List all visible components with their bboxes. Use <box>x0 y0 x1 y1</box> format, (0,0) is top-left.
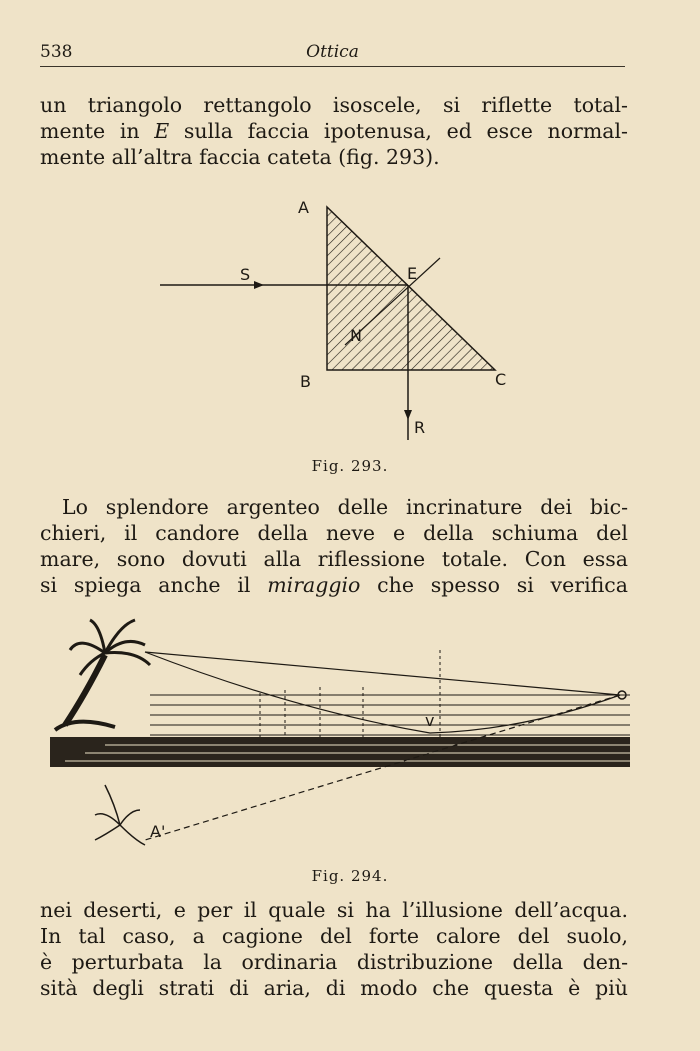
italic-word-miraggio: miraggio <box>267 573 361 597</box>
paragraph-1-line-2: mente in E sulla faccia ipotenusa, ed esce normal- <box>40 119 628 143</box>
paragraph-2-line-1: Lo splendore argenteo delle incrinature dei bic- <box>62 495 628 519</box>
paragraph-3-line-4: sità degli strati di aria, di modo che questa è più <box>40 976 628 1000</box>
italic-letter-e: E <box>154 119 170 143</box>
paragraph-2-line-4: si spiega anche il miraggio che spesso si verifica <box>40 573 628 597</box>
label-a-prime: A' <box>150 822 166 841</box>
label-r: R <box>414 418 426 437</box>
ground-band <box>50 737 630 767</box>
label-e: E <box>407 264 418 283</box>
inverted-palm-image <box>95 785 145 845</box>
ray-arrow-icon <box>254 281 264 289</box>
paragraph-3-line-1: nei deserti, e per il quale si ha l’illusione dell’acqua. <box>40 898 628 922</box>
label-c: C <box>495 370 507 389</box>
paragraph-3-line-2: In tal caso, a cagione del forte calore del suolo, <box>40 924 628 948</box>
vertical-dashed-marks <box>260 650 440 737</box>
label-b: B <box>300 372 311 391</box>
paragraph-3 <box>40 897 628 1001</box>
figure-294-caption: Fig. 294. <box>311 867 389 885</box>
paragraph-1-line-1: un triangolo rettangolo isoscele, si riflette total- <box>40 93 628 117</box>
figure-294-mirage-illustration <box>45 615 635 860</box>
label-s: S <box>240 265 251 284</box>
prism-triangle <box>327 207 495 370</box>
paragraph-2 <box>40 494 628 598</box>
page-number: 538 <box>40 42 73 62</box>
label-a: A <box>298 198 309 217</box>
label-n: N <box>350 326 362 345</box>
reflected-arrow-icon <box>404 410 412 420</box>
paragraph-1 <box>40 92 628 170</box>
paragraph-3-line-3: è perturbata la ordinaria distribuzione della den- <box>40 950 628 974</box>
running-title: Ottica <box>306 42 359 62</box>
figure-293-prism-diagram <box>150 195 530 450</box>
page-header <box>40 42 625 67</box>
palm-tree <box>55 620 150 730</box>
label-v: v <box>425 711 435 730</box>
paragraph-2-line-3: mare, sono dovuti alla riflessione totale. Con essa <box>40 547 628 571</box>
paragraph-2-line-2: chieri, il candore della neve e della schiuma del <box>40 521 628 545</box>
figure-293-caption: Fig. 293. <box>311 457 389 475</box>
paragraph-1-line-3: mente all’altra faccia cateta (fig. 293). <box>40 145 440 169</box>
